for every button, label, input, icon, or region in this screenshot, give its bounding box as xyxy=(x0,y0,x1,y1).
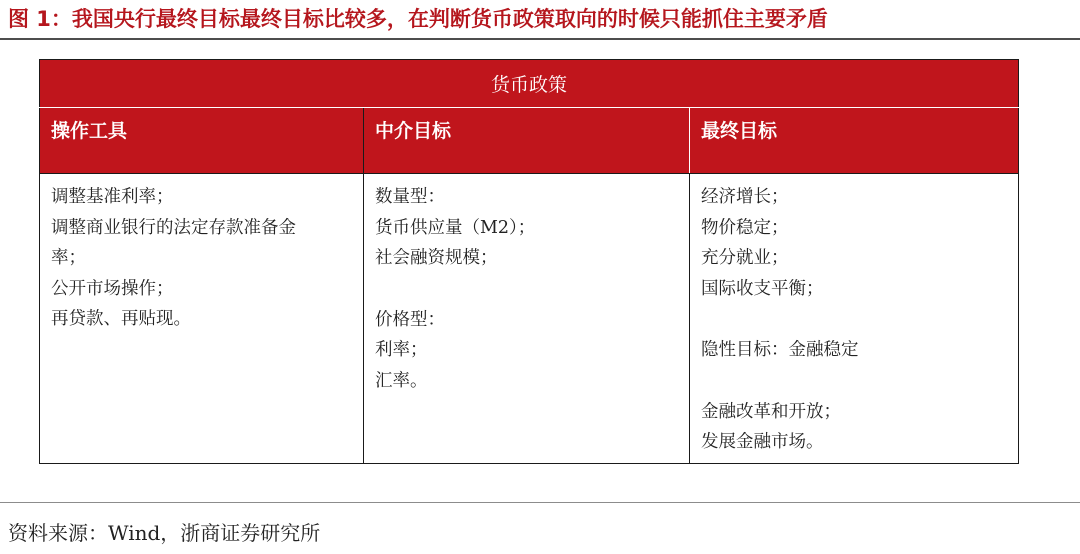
tool-item: 再贷款、再贴现。 xyxy=(51,309,191,329)
monetary-policy-table xyxy=(39,59,1019,464)
column-header-final: 最终目标 xyxy=(690,108,1019,174)
table-header-monetary-policy: 货币政策 xyxy=(40,60,1019,108)
final-goals-cell xyxy=(690,174,1019,464)
final-goal-item: 国际收支平衡； xyxy=(701,278,824,299)
final-goal-item: 充分就业； xyxy=(701,248,789,268)
reform-item: 发展金融市场。 xyxy=(701,432,824,452)
intermediate-item: 利率； xyxy=(375,340,428,360)
quantity-type-label: 数量型： xyxy=(375,187,445,207)
intermediate-item: 货币供应量（M2）； xyxy=(375,217,536,238)
price-type-label: 价格型： xyxy=(375,309,445,330)
reform-item: 金融改革和开放； xyxy=(701,401,841,422)
tool-item: 率； xyxy=(51,248,86,268)
figure-title: 图 1：我国央行最终目标最终目标比较多，在判断货币政策取向的时候只能抓住主要矛盾 xyxy=(8,7,828,31)
source-note: 资料来源：Wind，浙商证券研究所 xyxy=(8,521,321,545)
tool-item: 调整基准利率； xyxy=(51,187,174,207)
tools-cell xyxy=(40,174,364,464)
hidden-goal: 隐性目标：金融稳定 xyxy=(701,340,859,360)
title-divider xyxy=(0,38,1080,40)
intermediate-cell xyxy=(364,174,690,464)
intermediate-item: 汇率。 xyxy=(375,370,428,391)
column-header-intermediate: 中介目标 xyxy=(364,108,690,174)
final-goal-item: 经济增长； xyxy=(701,187,789,207)
tool-item: 调整商业银行的法定存款准备金 xyxy=(51,217,296,238)
column-header-tools: 操作工具 xyxy=(40,108,364,174)
final-goal-item: 物价稳定； xyxy=(701,217,789,238)
intermediate-item: 社会融资规模； xyxy=(375,248,498,268)
tool-item: 公开市场操作； xyxy=(51,278,174,299)
source-divider xyxy=(0,502,1080,503)
